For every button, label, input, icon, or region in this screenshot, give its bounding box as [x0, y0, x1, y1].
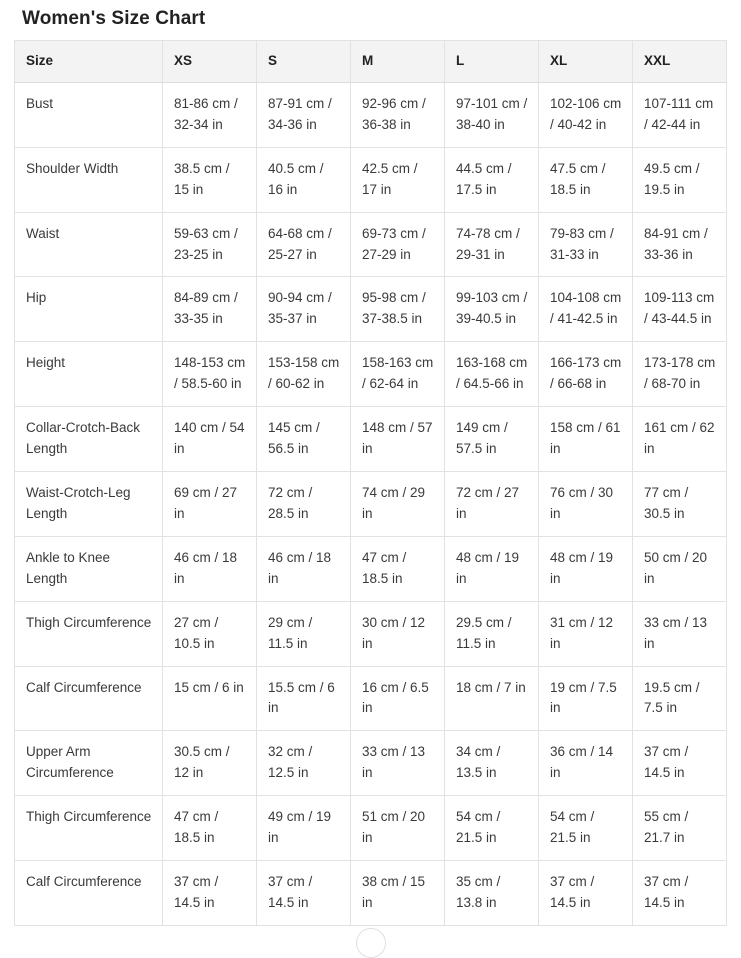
row-label: Waist-Crotch-Leg Length — [15, 471, 163, 536]
cell-m: 74 cm / 29 in — [351, 471, 445, 536]
cell-s: 29 cm / 11.5 in — [257, 601, 351, 666]
cell-xs: 84-89 cm / 33-35 in — [163, 277, 257, 342]
row-label: Hip — [15, 277, 163, 342]
cell-l: 48 cm / 19 in — [445, 536, 539, 601]
cell-s: 64-68 cm / 25-27 in — [257, 212, 351, 277]
column-header-xxl: XXL — [633, 41, 727, 83]
cell-l: 149 cm / 57.5 in — [445, 407, 539, 472]
cell-xxl: 33 cm / 13 in — [633, 601, 727, 666]
cell-l: 74-78 cm / 29-31 in — [445, 212, 539, 277]
row-label: Calf Circumference — [15, 666, 163, 731]
cell-xl: 104-108 cm / 41-42.5 in — [539, 277, 633, 342]
cell-s: 72 cm / 28.5 in — [257, 471, 351, 536]
cell-m: 92-96 cm / 36-38 in — [351, 82, 445, 147]
cell-xl: 79-83 cm / 31-33 in — [539, 212, 633, 277]
cell-xxl: 173-178 cm / 68-70 in — [633, 342, 727, 407]
cell-xxl: 161 cm / 62 in — [633, 407, 727, 472]
cell-s: 87-91 cm / 34-36 in — [257, 82, 351, 147]
cell-m: 148 cm / 57 in — [351, 407, 445, 472]
cell-xs: 81-86 cm / 32-34 in — [163, 82, 257, 147]
size-chart-table — [14, 40, 727, 926]
cell-xs: 27 cm / 10.5 in — [163, 601, 257, 666]
cell-xl: 47.5 cm / 18.5 in — [539, 147, 633, 212]
cell-s: 37 cm / 14.5 in — [257, 861, 351, 926]
cell-xxl: 19.5 cm / 7.5 in — [633, 666, 727, 731]
cell-s: 40.5 cm / 16 in — [257, 147, 351, 212]
cell-m: 16 cm / 6.5 in — [351, 666, 445, 731]
cell-l: 29.5 cm / 11.5 in — [445, 601, 539, 666]
cell-xs: 140 cm / 54 in — [163, 407, 257, 472]
table-row — [15, 731, 727, 796]
table-row — [15, 536, 727, 601]
cell-xxl: 55 cm / 21.7 in — [633, 796, 727, 861]
page-title: Women's Size Chart — [22, 8, 206, 29]
row-label: Thigh Circumference — [15, 796, 163, 861]
cell-l: 44.5 cm / 17.5 in — [445, 147, 539, 212]
cell-m: 69-73 cm / 27-29 in — [351, 212, 445, 277]
cell-m: 38 cm / 15 in — [351, 861, 445, 926]
column-header-m: M — [351, 41, 445, 83]
size-chart-page — [0, 8, 741, 926]
cell-xl: 102-106 cm / 40-42 in — [539, 82, 633, 147]
cell-l: 97-101 cm / 38-40 in — [445, 82, 539, 147]
column-header-s: S — [257, 41, 351, 83]
cell-xs: 38.5 cm / 15 in — [163, 147, 257, 212]
cell-xs: 30.5 cm / 12 in — [163, 731, 257, 796]
cell-s: 153-158 cm / 60-62 in — [257, 342, 351, 407]
cell-m: 47 cm / 18.5 in — [351, 536, 445, 601]
cell-xs: 148-153 cm / 58.5-60 in — [163, 342, 257, 407]
row-label: Calf Circumference — [15, 861, 163, 926]
cell-m: 42.5 cm / 17 in — [351, 147, 445, 212]
cell-xxl: 50 cm / 20 in — [633, 536, 727, 601]
table-row — [15, 212, 727, 277]
cell-xl: 37 cm / 14.5 in — [539, 861, 633, 926]
table-body — [15, 82, 727, 925]
cell-xxl: 49.5 cm / 19.5 in — [633, 147, 727, 212]
cell-l: 163-168 cm / 64.5-66 in — [445, 342, 539, 407]
cell-xs: 46 cm / 18 in — [163, 536, 257, 601]
cell-m: 30 cm / 12 in — [351, 601, 445, 666]
row-label: Collar-Crotch-Back Length — [15, 407, 163, 472]
cell-xxl: 84-91 cm / 33-36 in — [633, 212, 727, 277]
table-row — [15, 471, 727, 536]
cell-m: 51 cm / 20 in — [351, 796, 445, 861]
cell-xl: 31 cm / 12 in — [539, 601, 633, 666]
cell-xl: 166-173 cm / 66-68 in — [539, 342, 633, 407]
column-header-xl: XL — [539, 41, 633, 83]
row-label: Bust — [15, 82, 163, 147]
cell-l: 54 cm / 21.5 in — [445, 796, 539, 861]
row-label: Upper Arm Circumference — [15, 731, 163, 796]
cell-xxl: 109-113 cm / 43-44.5 in — [633, 277, 727, 342]
table-row — [15, 601, 727, 666]
cell-xl: 158 cm / 61 in — [539, 407, 633, 472]
cell-xl: 76 cm / 30 in — [539, 471, 633, 536]
cell-l: 99-103 cm / 39-40.5 in — [445, 277, 539, 342]
cell-l: 72 cm / 27 in — [445, 471, 539, 536]
column-header-size: Size — [15, 41, 163, 83]
cell-xxl: 37 cm / 14.5 in — [633, 731, 727, 796]
column-header-l: L — [445, 41, 539, 83]
table-row — [15, 666, 727, 731]
table-header-row — [15, 41, 727, 83]
row-label: Ankle to Knee Length — [15, 536, 163, 601]
table-row — [15, 277, 727, 342]
cell-xxl: 37 cm / 14.5 in — [633, 861, 727, 926]
cell-m: 33 cm / 13 in — [351, 731, 445, 796]
cell-xs: 59-63 cm / 23-25 in — [163, 212, 257, 277]
cell-xs: 47 cm / 18.5 in — [163, 796, 257, 861]
cell-l: 35 cm / 13.8 in — [445, 861, 539, 926]
table-row — [15, 407, 727, 472]
cell-s: 145 cm / 56.5 in — [257, 407, 351, 472]
cell-xs: 15 cm / 6 in — [163, 666, 257, 731]
cell-m: 95-98 cm / 37-38.5 in — [351, 277, 445, 342]
row-label: Waist — [15, 212, 163, 277]
cell-xl: 48 cm / 19 in — [539, 536, 633, 601]
cell-xs: 37 cm / 14.5 in — [163, 861, 257, 926]
cell-l: 34 cm / 13.5 in — [445, 731, 539, 796]
cell-xxl: 107-111 cm / 42-44 in — [633, 82, 727, 147]
table-row — [15, 796, 727, 861]
row-label: Shoulder Width — [15, 147, 163, 212]
cell-xxl: 77 cm / 30.5 in — [633, 471, 727, 536]
page-bottom-decoration — [0, 926, 741, 942]
column-header-xs: XS — [163, 41, 257, 83]
circle-decoration-icon — [356, 928, 386, 958]
table-row — [15, 82, 727, 147]
cell-xl: 19 cm / 7.5 in — [539, 666, 633, 731]
cell-s: 46 cm / 18 in — [257, 536, 351, 601]
cell-m: 158-163 cm / 62-64 in — [351, 342, 445, 407]
cell-s: 49 cm / 19 in — [257, 796, 351, 861]
cell-s: 15.5 cm / 6 in — [257, 666, 351, 731]
cell-l: 18 cm / 7 in — [445, 666, 539, 731]
cell-xl: 36 cm / 14 in — [539, 731, 633, 796]
table-row — [15, 342, 727, 407]
table-row — [15, 147, 727, 212]
table-row — [15, 861, 727, 926]
cell-xl: 54 cm / 21.5 in — [539, 796, 633, 861]
cell-s: 32 cm / 12.5 in — [257, 731, 351, 796]
row-label: Thigh Circumference — [15, 601, 163, 666]
cell-xs: 69 cm / 27 in — [163, 471, 257, 536]
table-header — [15, 41, 727, 83]
row-label: Height — [15, 342, 163, 407]
cell-s: 90-94 cm / 35-37 in — [257, 277, 351, 342]
